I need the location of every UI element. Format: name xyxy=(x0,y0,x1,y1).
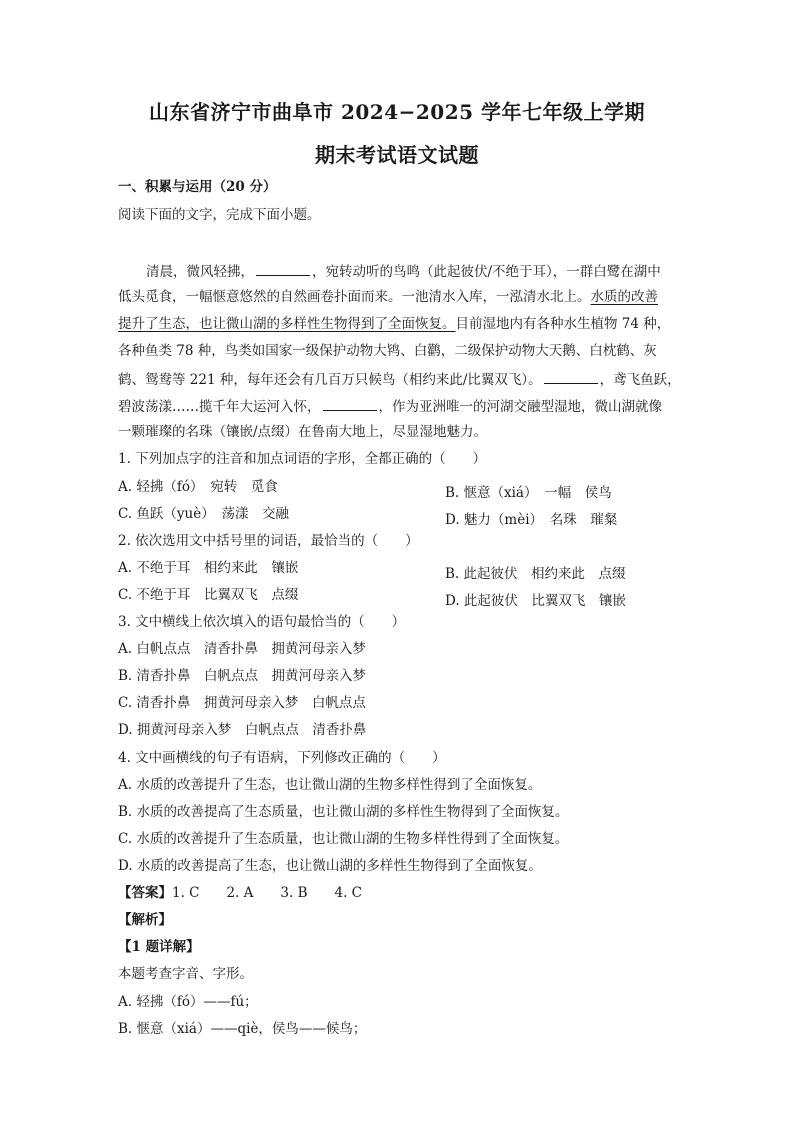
passage-text: 目前湿地内有各种水生植物 74 种， xyxy=(455,316,671,332)
question-1-option-d: D. 魅力（mèi） 名珠 璀粲 xyxy=(445,512,618,528)
question-4-stem: 4. 文中画横线的句子有语病，下列修改正确的（ ） xyxy=(118,750,446,766)
question-4-option-a: A. 水质的改善提升了生态，也让微山湖的生物多样性得到了全面恢复。 xyxy=(118,777,542,793)
question-3-option-a: A. 白帆点点 清香扑鼻 拥黄河母亲入梦 xyxy=(118,641,366,657)
question-3-option-c: C. 清香扑鼻 拥黄河母亲入梦 白帆点点 xyxy=(118,695,366,711)
question-3-option-b: B. 清香扑鼻 白帆点点 拥黄河母亲入梦 xyxy=(118,668,367,684)
detail-1-intro: 本题考查字音、字形。 xyxy=(118,966,253,982)
page-title-line2: 期末考试语文试题 xyxy=(315,143,479,167)
passage-line-1 xyxy=(146,264,661,280)
answer-line xyxy=(118,887,362,901)
passage-line-6 xyxy=(118,399,662,415)
fill-blank-1 xyxy=(256,264,310,276)
question-4-option-d: D. 水质的改善提高了生态，也让微山湖的多样性生物得到了全面恢复。 xyxy=(118,858,542,874)
passage-text: ，鸢飞鱼跃， xyxy=(599,372,681,388)
passage-text: ，宛转动听的鸟鸣（此起彼伏/不绝于耳），一群白鹭在湖中 xyxy=(312,264,661,280)
passage-line-4: 各种鱼类 78 种，鸟类如国家一级保护动物大鸨、白鹳，二级保护动物大天鹅、白枕鹤、灰 xyxy=(118,343,657,359)
fill-blank-2 xyxy=(544,372,598,384)
section-heading: 一、积累与运用（20 分） xyxy=(118,179,277,195)
passage-line-2 xyxy=(118,291,658,305)
question-2-stem: 2. 依次选用文中括号里的词语，最恰当的（ ） xyxy=(118,533,419,549)
question-2-option-c: C. 不绝于耳 比翼双飞 点缀 xyxy=(118,587,299,603)
passage-line-3 xyxy=(118,318,670,332)
question-2-option-d: D. 此起彼伏 比翼双飞 镶嵌 xyxy=(445,593,626,609)
passage-text: 鹤、鸳鸯等 221 种，每年还会有几百万只候鸟（相约来此/比翼双飞）。 xyxy=(118,372,542,388)
analysis-heading: 【解析】 xyxy=(118,912,172,928)
passage-text: 清晨，微风轻拂， xyxy=(146,264,254,280)
question-1-option-c: C. 鱼跃（yuè） 荡漾 交融 xyxy=(118,506,289,522)
question-1-option-b: B. 惬意（xiá） 一幅 侯鸟 xyxy=(445,485,612,501)
passage-line-7: 一颗璀璨的名珠（镶嵌/点缀）在鲁南大地上，尽显湿地魅力。 xyxy=(118,424,488,440)
question-3-stem: 3. 文中横线上依次填入的语句最恰当的（ ） xyxy=(118,614,406,630)
question-1-stem: 1. 下列加点字的注音和加点词语的字形，全都正确的（ ） xyxy=(118,451,487,467)
fill-blank-3 xyxy=(323,399,377,411)
question-3-option-d: D. 拥黄河母亲入梦 白帆点点 清香扑鼻 xyxy=(118,722,367,738)
question-4-option-c: C. 水质的改善提升了生态质量，也让微山湖的生物多样性得到了全面恢复。 xyxy=(118,831,569,847)
page-title-line1: 山东省济宁市曲阜市 2024−2025 学年七年级上学期 xyxy=(148,100,645,124)
instruction-text: 阅读下面的文字，完成下面小题。 xyxy=(118,207,321,223)
detail-1-item-a: A. 轻拂（fó）——fú； xyxy=(118,994,258,1010)
answer-text: 1. C 2. A 3. B 4. C xyxy=(172,885,363,901)
underlined-sentence: 水质的改善 xyxy=(590,289,658,305)
passage-text: ，作为亚洲唯一的河湖交融型湿地，微山湖就像 xyxy=(378,399,662,415)
question-2-option-a: A. 不绝于耳 相约来此 镶嵌 xyxy=(118,560,299,576)
underlined-sentence: 提升了生态，也让微山湖的多样性生物得到了全面恢复。 xyxy=(118,316,456,332)
passage-text: 低头觅食，一幅惬意悠然的自然画卷扑面而来。一池清水入库，一泓清水北上。 xyxy=(118,289,591,305)
question-2-option-b: B. 此起彼伏 相约来此 点缀 xyxy=(445,566,626,582)
detail-1-item-b: B. 惬意（xiá）——qiè，侯鸟——候鸟； xyxy=(118,1021,367,1037)
question-4-option-b: B. 水质的改善提高了生态质量，也让微山湖的多样性生物得到了全面恢复。 xyxy=(118,804,569,820)
detail-1-heading: 【1 题详解】 xyxy=(118,939,200,955)
passage-line-5 xyxy=(118,372,681,388)
question-1-option-a: A. 轻拂（fó） 宛转 觅食 xyxy=(118,479,278,495)
passage-text: 碧波荡漾……揽千年大运河入怀， xyxy=(118,399,321,415)
answer-label: 【答案】 xyxy=(118,885,172,901)
